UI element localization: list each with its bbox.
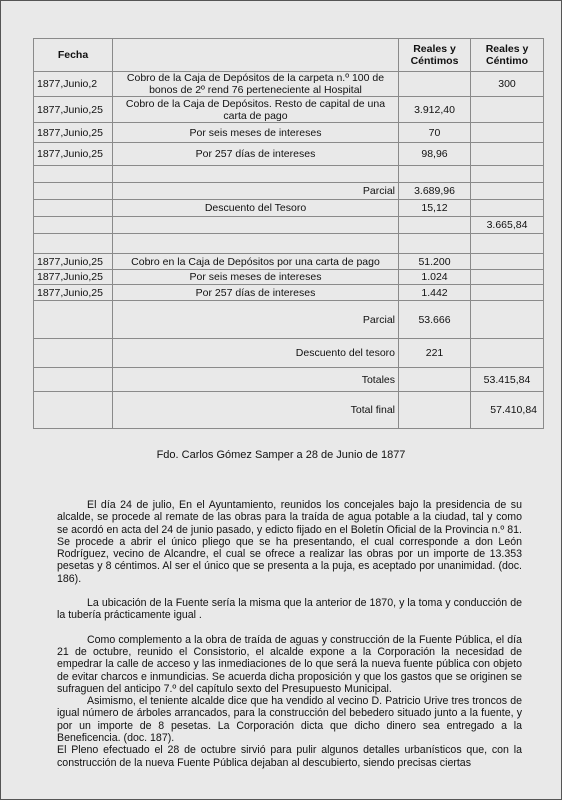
row-amount1: 3.689,96 xyxy=(399,183,471,200)
row-amount2 xyxy=(471,143,544,166)
table-row xyxy=(34,301,544,339)
row-concept xyxy=(113,217,399,234)
table-row xyxy=(34,368,544,392)
row-amount1 xyxy=(399,368,471,392)
row-amount2 xyxy=(471,166,544,183)
table-row xyxy=(34,166,544,183)
row-amount1: 51.200 xyxy=(399,254,471,270)
row-concept xyxy=(113,234,399,254)
row-concept: Parcial xyxy=(113,183,399,200)
paragraph: La ubicación de la Fuente sería la misma que la anterior de 1870, y la toma y conducción de la tubería prácticamente igual . xyxy=(57,597,522,622)
row-amount2: 300 xyxy=(471,72,544,97)
header-fecha: Fecha xyxy=(34,39,113,72)
row-date: 1877,Junio,25 xyxy=(34,143,113,166)
signature-line: Fdo. Carlos Gómez Samper a 28 de Junio de 1877 xyxy=(156,449,406,461)
row-amount2 xyxy=(471,270,544,285)
header-reales-centimos: Reales y Céntimos xyxy=(399,39,471,72)
row-date xyxy=(34,301,113,339)
table-row xyxy=(34,392,544,429)
row-date: 1877,Junio,25 xyxy=(34,285,113,301)
row-date: 1877,Junio,25 xyxy=(34,270,113,285)
row-date xyxy=(34,339,113,368)
row-date: 1877,Junio,25 xyxy=(34,123,113,143)
paragraph: El Pleno efectuado el 28 de octubre sirvió para pulir algunos detalles urbanísticos que, con la construcción de la nueva Fuente Pública dejaban al descubierto, siendo precisas ciertas xyxy=(57,744,522,769)
row-concept: Cobro de la Caja de Depósitos. Resto de capital de una carta de pago xyxy=(113,97,399,123)
row-concept: Por 257 días de intereses xyxy=(113,285,399,301)
table-header-row xyxy=(34,39,544,72)
row-amount1: 3.912,40 xyxy=(399,97,471,123)
row-concept: Por seis meses de intereses xyxy=(113,270,399,285)
row-amount1: 15,12 xyxy=(399,200,471,217)
row-amount2 xyxy=(471,234,544,254)
row-date xyxy=(34,183,113,200)
row-amount1 xyxy=(399,217,471,234)
table-row xyxy=(34,270,544,285)
row-amount1 xyxy=(399,234,471,254)
row-amount1 xyxy=(399,166,471,183)
table-row xyxy=(34,72,544,97)
row-amount1: 1.442 xyxy=(399,285,471,301)
row-date: 1877,Junio,25 xyxy=(34,97,113,123)
row-concept: Descuento del Tesoro xyxy=(113,200,399,217)
row-amount1: 1.024 xyxy=(399,270,471,285)
table-row xyxy=(34,143,544,166)
table-row xyxy=(34,285,544,301)
paragraph: Asimismo, el teniente alcalde dice que ha vendido al vecino D. Patricio Urive tres troncos de igual número de árboles arrancados, para la construcción del bebedero situado junto a la fuente, y por un importe de 8 pesetas. La Corporación dicta que dicho dinero sea entregado a la Beneficencia. (doc. 187). xyxy=(57,695,522,745)
row-date: 1877,Junio,25 xyxy=(34,254,113,270)
row-amount2: 3.665,84 xyxy=(471,217,544,234)
row-date xyxy=(34,234,113,254)
table-row xyxy=(34,254,544,270)
row-amount2 xyxy=(471,200,544,217)
row-concept: Parcial xyxy=(113,301,399,339)
row-amount2: 57.410,84 xyxy=(471,392,544,429)
row-concept xyxy=(113,166,399,183)
body-text xyxy=(57,499,522,769)
row-amount2 xyxy=(471,339,544,368)
table-row xyxy=(34,97,544,123)
row-date xyxy=(34,200,113,217)
row-concept: Por seis meses de intereses xyxy=(113,123,399,143)
row-amount1: 70 xyxy=(399,123,471,143)
row-date xyxy=(34,217,113,234)
row-amount1: 98,96 xyxy=(399,143,471,166)
paragraph: Como complemento a la obra de traída de aguas y construcción de la Fuente Pública, el día 21 de octubre, reunido el Consistorio, el alcalde expone a la Corporación la necesidad de empedrar la calle de acceso y las inmediaciones de lo que será la nueva fuente pública con objeto de evitar charcos e inmundicias. Se acuerda dicha proposición y que los gastos que se originen se sufraguen del anticipo 7.º del capítulo sexto del Presupuesto Municipal. xyxy=(57,633,522,695)
table-row xyxy=(34,200,544,217)
header-reales-centimo: Reales y Céntimo xyxy=(471,39,544,72)
paragraph: El día 24 de julio, En el Ayuntamiento, reunidos los concejales bajo la presidencia de su alcalde, se procede al remate de las obras para la traída de agua potable a la ciudad, tal y como se acordó en acta del 24 de junio pasado, y edicto fijado en el Boletín Oficial de la Provincia n.º 81. Se procede a abrir el único pliego que se ha presentando, el cual corresponde a don León Rodríguez, vecino de Alcandre, el cual se ofrece a realizar las obras por un importe de 13.353 pesetas y 8 céntimos. Al ser el único que se presenta a la puja, es aceptado por unanimidad. (doc. 186). xyxy=(57,499,522,585)
row-amount1: 53.666 xyxy=(399,301,471,339)
table-row xyxy=(34,217,544,234)
row-concept: Descuento del tesoro xyxy=(113,339,399,368)
row-date: 1877,Junio,2 xyxy=(34,72,113,97)
table-row xyxy=(34,339,544,368)
row-concept: Totales xyxy=(113,368,399,392)
row-amount2 xyxy=(471,183,544,200)
row-amount2 xyxy=(471,97,544,123)
row-amount2 xyxy=(471,254,544,270)
row-amount2 xyxy=(471,123,544,143)
row-amount1: 221 xyxy=(399,339,471,368)
row-date xyxy=(34,166,113,183)
row-amount2: 53.415,84 xyxy=(471,368,544,392)
row-concept: Cobro de la Caja de Depósitos de la carpeta n.º 100 de bonos de 2º rend 76 perteneciente al Hospital xyxy=(113,72,399,97)
row-date xyxy=(34,368,113,392)
row-date xyxy=(34,392,113,429)
row-concept: Total final xyxy=(113,392,399,429)
row-amount1 xyxy=(399,392,471,429)
header-concepto xyxy=(113,39,399,72)
row-amount2 xyxy=(471,301,544,339)
accounts-table xyxy=(33,38,544,429)
table-row xyxy=(34,183,544,200)
row-amount1 xyxy=(399,72,471,97)
row-concept: Cobro en la Caja de Depósitos por una carta de pago xyxy=(113,254,399,270)
row-amount2 xyxy=(471,285,544,301)
table-row xyxy=(34,123,544,143)
table-row xyxy=(34,234,544,254)
row-concept: Por 257 días de intereses xyxy=(113,143,399,166)
